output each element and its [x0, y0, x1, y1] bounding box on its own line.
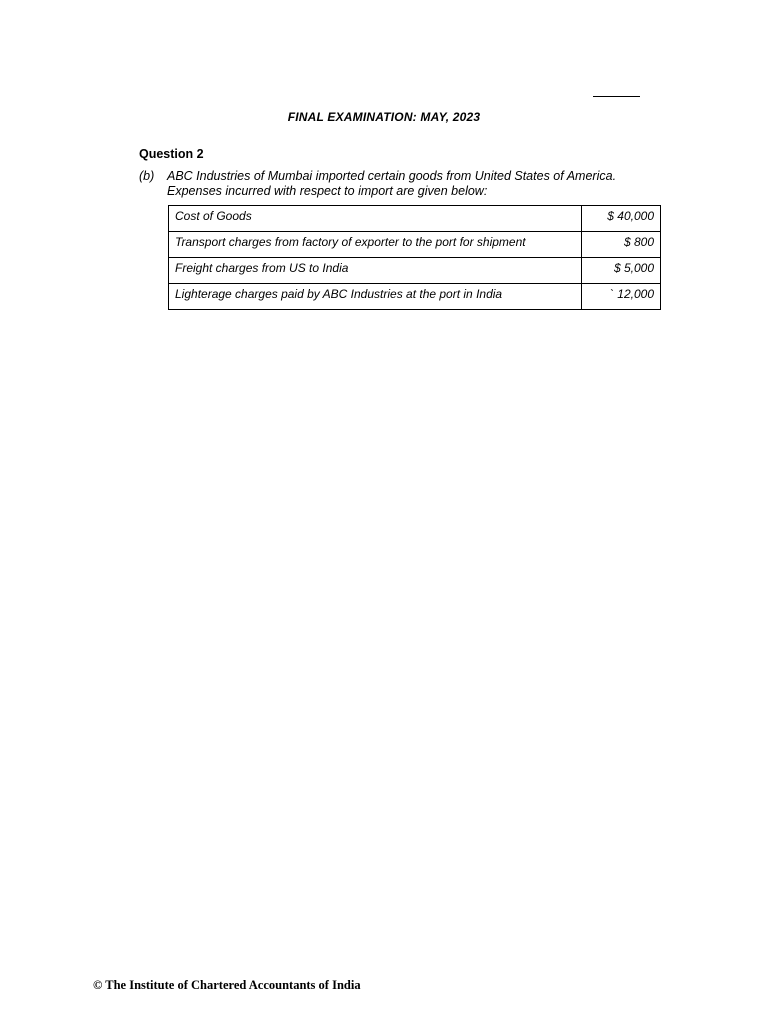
expense-description: Cost of Goods	[169, 206, 582, 232]
table-row	[169, 258, 661, 284]
expenses-table	[168, 205, 661, 310]
expense-amount: $ 800	[582, 232, 661, 258]
question-text-line: ABC Industries of Mumbai imported certain goods from United States of America.	[167, 169, 617, 183]
table-row	[169, 284, 661, 310]
expense-description: Transport charges from factory of exporter to the port for shipment	[169, 232, 582, 258]
expense-description: Freight charges from US to India	[169, 258, 582, 284]
question-heading: Question 2	[139, 147, 204, 161]
expense-amount: $ 40,000	[582, 206, 661, 232]
table-row	[169, 232, 661, 258]
header-rule	[593, 96, 640, 97]
exam-title: FINAL EXAMINATION: MAY, 2023	[287, 110, 481, 124]
question-text	[167, 169, 637, 199]
question-text-line: Expenses incurred with respect to import are given below:	[167, 184, 488, 198]
copyright-footer: © The Institute of Chartered Accountants of India	[93, 978, 361, 992]
expense-amount: ` 12,000	[582, 284, 661, 310]
table-row	[169, 206, 661, 232]
part-label: (b)	[139, 169, 155, 183]
expense-description: Lighterage charges paid by ABC Industries at the port in India	[169, 284, 582, 310]
expense-amount: $ 5,000	[582, 258, 661, 284]
